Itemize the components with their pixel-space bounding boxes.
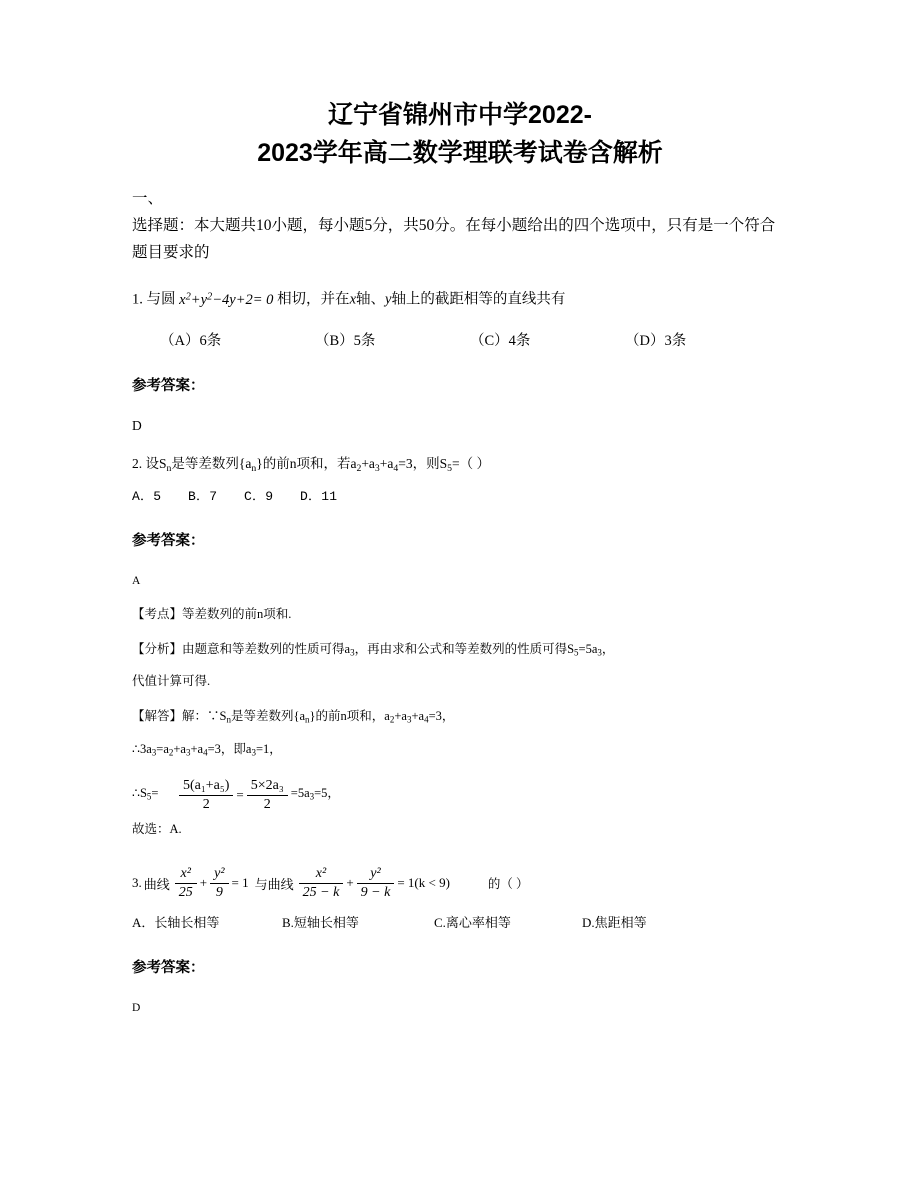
q1-option-b[interactable]: （B）5条	[315, 332, 376, 349]
q1-axis-y: y	[385, 291, 392, 308]
q2-option-c[interactable]: C．9	[244, 488, 274, 504]
q1-answer-heading: 参考答案：	[132, 377, 205, 394]
q3-number: 3.	[132, 875, 142, 891]
q3-stem-prefix: 曲线	[143, 876, 170, 892]
q2-eq-equals: =	[236, 787, 244, 803]
section-label: 一、	[132, 190, 164, 207]
q2-fraction-2: $\frac{\text{5×2a₃}}{2}$	[247, 778, 288, 813]
q1-option-a[interactable]: （A）6条	[160, 332, 222, 349]
q2-explain-analysis: 【分析】由题意和等差数列的性质可得$a_3$，再由求和公式和等差数列的性质可得$S_5=5a_3$，	[132, 641, 615, 658]
question-3	[132, 866, 788, 901]
q2-explain-line2: $\therefore 3a_3=a_2+a_3+a_4=3$，即$a_3=1$，	[132, 741, 282, 758]
q2-explain-conclusion: 故选：A.	[132, 821, 182, 836]
q1-stem-suffix: 轴上的截距相等的直线共有	[391, 291, 566, 308]
q1-option-c[interactable]: （C）4条	[470, 332, 531, 349]
q1-formula: $x^2+y^2-4y+2= 0$	[179, 291, 274, 308]
q2-answer-heading: 参考答案：	[132, 532, 205, 549]
q2-fraction-1: $\frac{\text{5(a₁+a₅)}}{2}$	[179, 778, 233, 813]
q3-equation-1-term-2: $\frac{\text{y²}}{9}$	[210, 866, 228, 901]
q3-answer-value: D	[132, 1002, 141, 1015]
q3-option-c[interactable]: C.离心率相等	[434, 915, 511, 931]
q2-explain-solve: 【解答】解：$\because S_n$是等差数列$\{a_n\}$的前n项和，$a_2+a_3+a_4=3$，	[132, 709, 455, 725]
q2-eq-tail: $=5a_3=5$，	[290, 786, 340, 803]
q1-answer-value: D	[132, 417, 142, 433]
question-1	[132, 282, 788, 315]
section-intro: 选择题：本大题共10小题，每小题5分，共50分。在每小题给出的四个选项中，只有是一个符合题目要求的	[132, 217, 776, 261]
page-title	[132, 96, 788, 172]
q2-explain-point: 【考点】等差数列的前n项和.	[132, 606, 292, 621]
q3-stem-suffix: 的（ ）	[487, 877, 529, 892]
question-2	[132, 451, 788, 482]
q3-equation-2-term-2: $\frac{\text{y²}}{9 - k}$	[357, 866, 395, 901]
q2-number: 2.	[132, 455, 143, 471]
q3-equation-2-term-1: $\frac{\text{x²}}{25 - k}$	[299, 866, 344, 901]
q2-explain-equation	[132, 778, 788, 813]
q1-axis-x: x	[349, 291, 356, 308]
q1-stem-mid2: 轴、	[356, 291, 385, 308]
q2-eq-lead: $\therefore S_5=$	[132, 786, 159, 803]
q1-number: 1.	[132, 291, 143, 308]
q3-option-b[interactable]: B.短轴长相等	[282, 915, 359, 931]
q3-eq1-plus: +	[199, 875, 208, 891]
q3-stem-mid: 与曲线	[254, 876, 294, 892]
q3-answer-heading: 参考答案：	[132, 960, 205, 977]
title-line-2: 2023学年高二数学理联考试卷含解析	[257, 139, 663, 167]
q3-option-a[interactable]: A．长轴长相等	[132, 915, 220, 931]
q2-option-d[interactable]: D．11	[300, 488, 338, 504]
q1-stem-prefix: 与圆	[146, 291, 176, 308]
q2-explain-analysis-line2: 代值计算可得.	[132, 674, 211, 689]
q1-option-d[interactable]: （D）3条	[625, 332, 687, 349]
q2-answer-value: A	[132, 574, 141, 587]
title-line-1: 辽宁省锦州市中学2022-	[328, 101, 592, 129]
q3-eq1-equals: = 1	[231, 875, 249, 891]
q2-stem: 设$S_n$是等差数列$\{a_n\}$的前n项和，若$a_2+a_3+a_4=3$，则$S_5=$（ ）	[145, 455, 490, 474]
q3-options	[132, 909, 788, 937]
q3-option-d[interactable]: D.焦距相等	[582, 915, 647, 931]
q3-eq2-equals: = 1(k < 9)	[397, 875, 450, 891]
q2-option-a[interactable]: A．5	[132, 488, 162, 504]
q3-equation-1-term-1: $\frac{\text{x²}}{25}$	[175, 866, 197, 901]
q2-option-b[interactable]: B．7	[188, 488, 218, 504]
q1-options	[132, 327, 788, 355]
q2-options	[132, 484, 788, 510]
q1-stem-mid: 相切，并在	[277, 291, 350, 308]
q3-eq2-plus: +	[346, 875, 354, 891]
